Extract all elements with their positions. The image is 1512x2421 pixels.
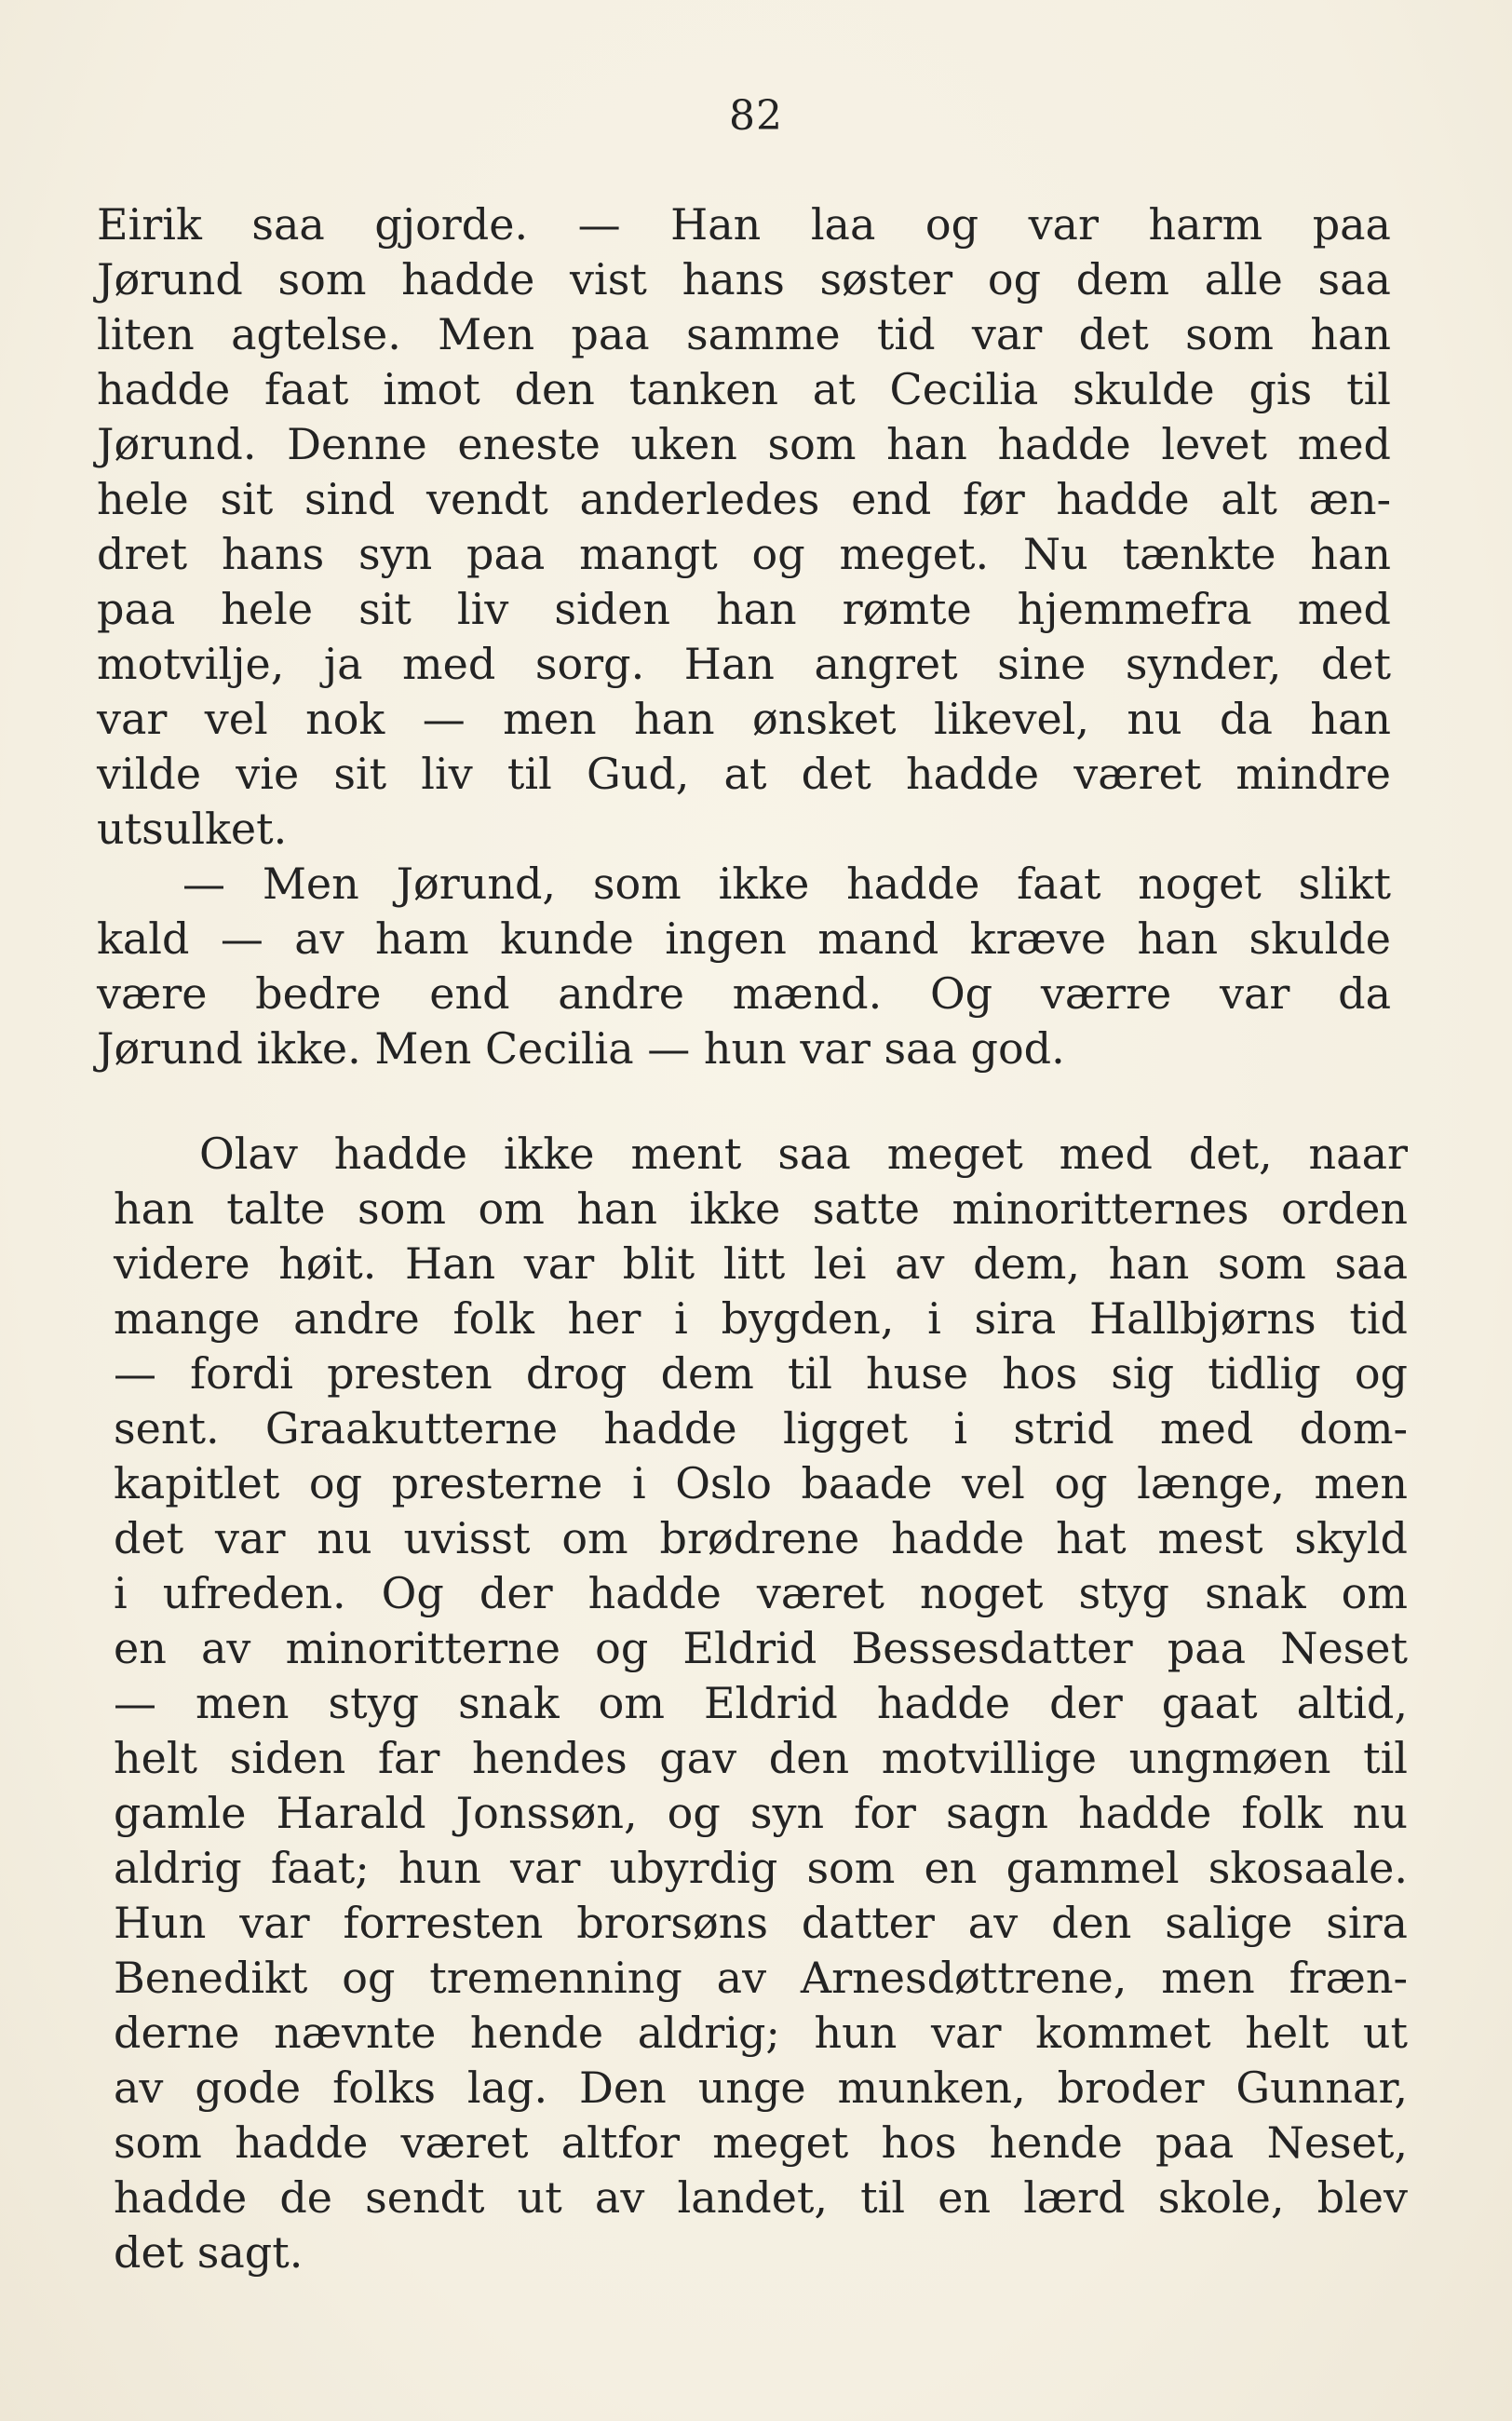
- text-line: kapitlet og presterne i Oslo baade vel og længe, men: [114, 1458, 1408, 1508]
- text-line: videre høit. Han var blit litt lei av dem, han som saa: [114, 1238, 1408, 1289]
- text-line: han talte som om han ikke satte minoritternes orden: [114, 1183, 1408, 1234]
- page-number: 82: [729, 92, 783, 140]
- paragraph-2: [114, 1127, 1408, 2280]
- text-line: — fordi presten drog dem til huse hos sig tidlig og: [114, 1348, 1408, 1399]
- paragraph-1: [97, 197, 1391, 1076]
- text-line: hadde faat imot den tanken at Cecilia skulde gis til: [97, 364, 1391, 414]
- text-line: paa hele sit liv siden han rømte hjemmefra med: [97, 584, 1391, 634]
- text-line: var vel nok — men han ønsket likevel, nu da han: [97, 694, 1391, 744]
- text-line: Olav hadde ikke ment saa meget med det, naar: [199, 1129, 1408, 1179]
- text-line: helt siden far hendes gav den motvillige ungmøen til: [114, 1733, 1408, 1783]
- text-line: — men styg snak om Eldrid hadde der gaat altid,: [114, 1678, 1408, 1728]
- text-line: Eirik saa gjorde. — Han laa og var harm paa: [97, 199, 1391, 250]
- text-line: — Men Jørund, som ikke hadde faat noget slikt: [182, 859, 1391, 909]
- text-line: Jørund. Denne eneste uken som han hadde levet med: [97, 419, 1391, 469]
- text-line: dret hans syn paa mangt og meget. Nu tænkte han: [97, 529, 1391, 579]
- text-line: Jørund som hadde vist hans søster og dem alle saa: [97, 254, 1391, 304]
- text-line: være bedre end andre mænd. Og værre var da: [97, 968, 1391, 1019]
- text-line: vilde vie sit liv til Gud, at det hadde været mindre: [97, 749, 1391, 799]
- text-line: utsulket.: [97, 804, 288, 854]
- text-line: Hun var forresten brorsøns datter av den salige sira: [114, 1898, 1408, 1948]
- text-line: gamle Harald Jonssøn, og syn for sagn hadde folk nu: [114, 1788, 1408, 1838]
- text-line: av gode folks lag. Den unge munken, broder Gunnar,: [114, 2063, 1408, 2113]
- text-line: hele sit sind vendt anderledes end før hadde alt æn-: [97, 474, 1391, 524]
- text-line: hadde de sendt ut av landet, til en lærd skole, blev: [114, 2172, 1408, 2223]
- text-line: sent. Graakutterne hadde ligget i strid med dom-: [114, 1403, 1408, 1454]
- text-line: motvilje, ja med sorg. Han angret sine synder, det: [97, 639, 1391, 689]
- text-line: en av minoritterne og Eldrid Bessesdatter paa Neset: [114, 1623, 1408, 1673]
- text-line: aldrig faat; hun var ubyrdig som en gammel skosaale.: [114, 1843, 1408, 1893]
- text-line: derne nævnte hende aldrig; hun var kommet helt ut: [114, 2008, 1408, 2058]
- text-line: kald — av ham kunde ingen mand kræve han skulde: [97, 913, 1391, 964]
- text-line: det sagt.: [114, 2227, 304, 2278]
- text-line: Benedikt og tremenning av Arnesdøttrene, men fræn-: [114, 1953, 1408, 2003]
- text-line: liten agtelse. Men paa samme tid var det som han: [97, 309, 1391, 359]
- text-line: i ufreden. Og der hadde været noget styg snak om: [114, 1568, 1408, 1618]
- text-line: det var nu uvisst om brødrene hadde hat mest skyld: [114, 1513, 1408, 1563]
- text-line: mange andre folk her i bygden, i sira Hallbjørns tid: [114, 1293, 1408, 1344]
- text-line: Jørund ikke. Men Cecilia — hun var saa god.: [97, 1023, 1065, 1074]
- text-line: som hadde været altfor meget hos hende paa Neset,: [114, 2117, 1408, 2168]
